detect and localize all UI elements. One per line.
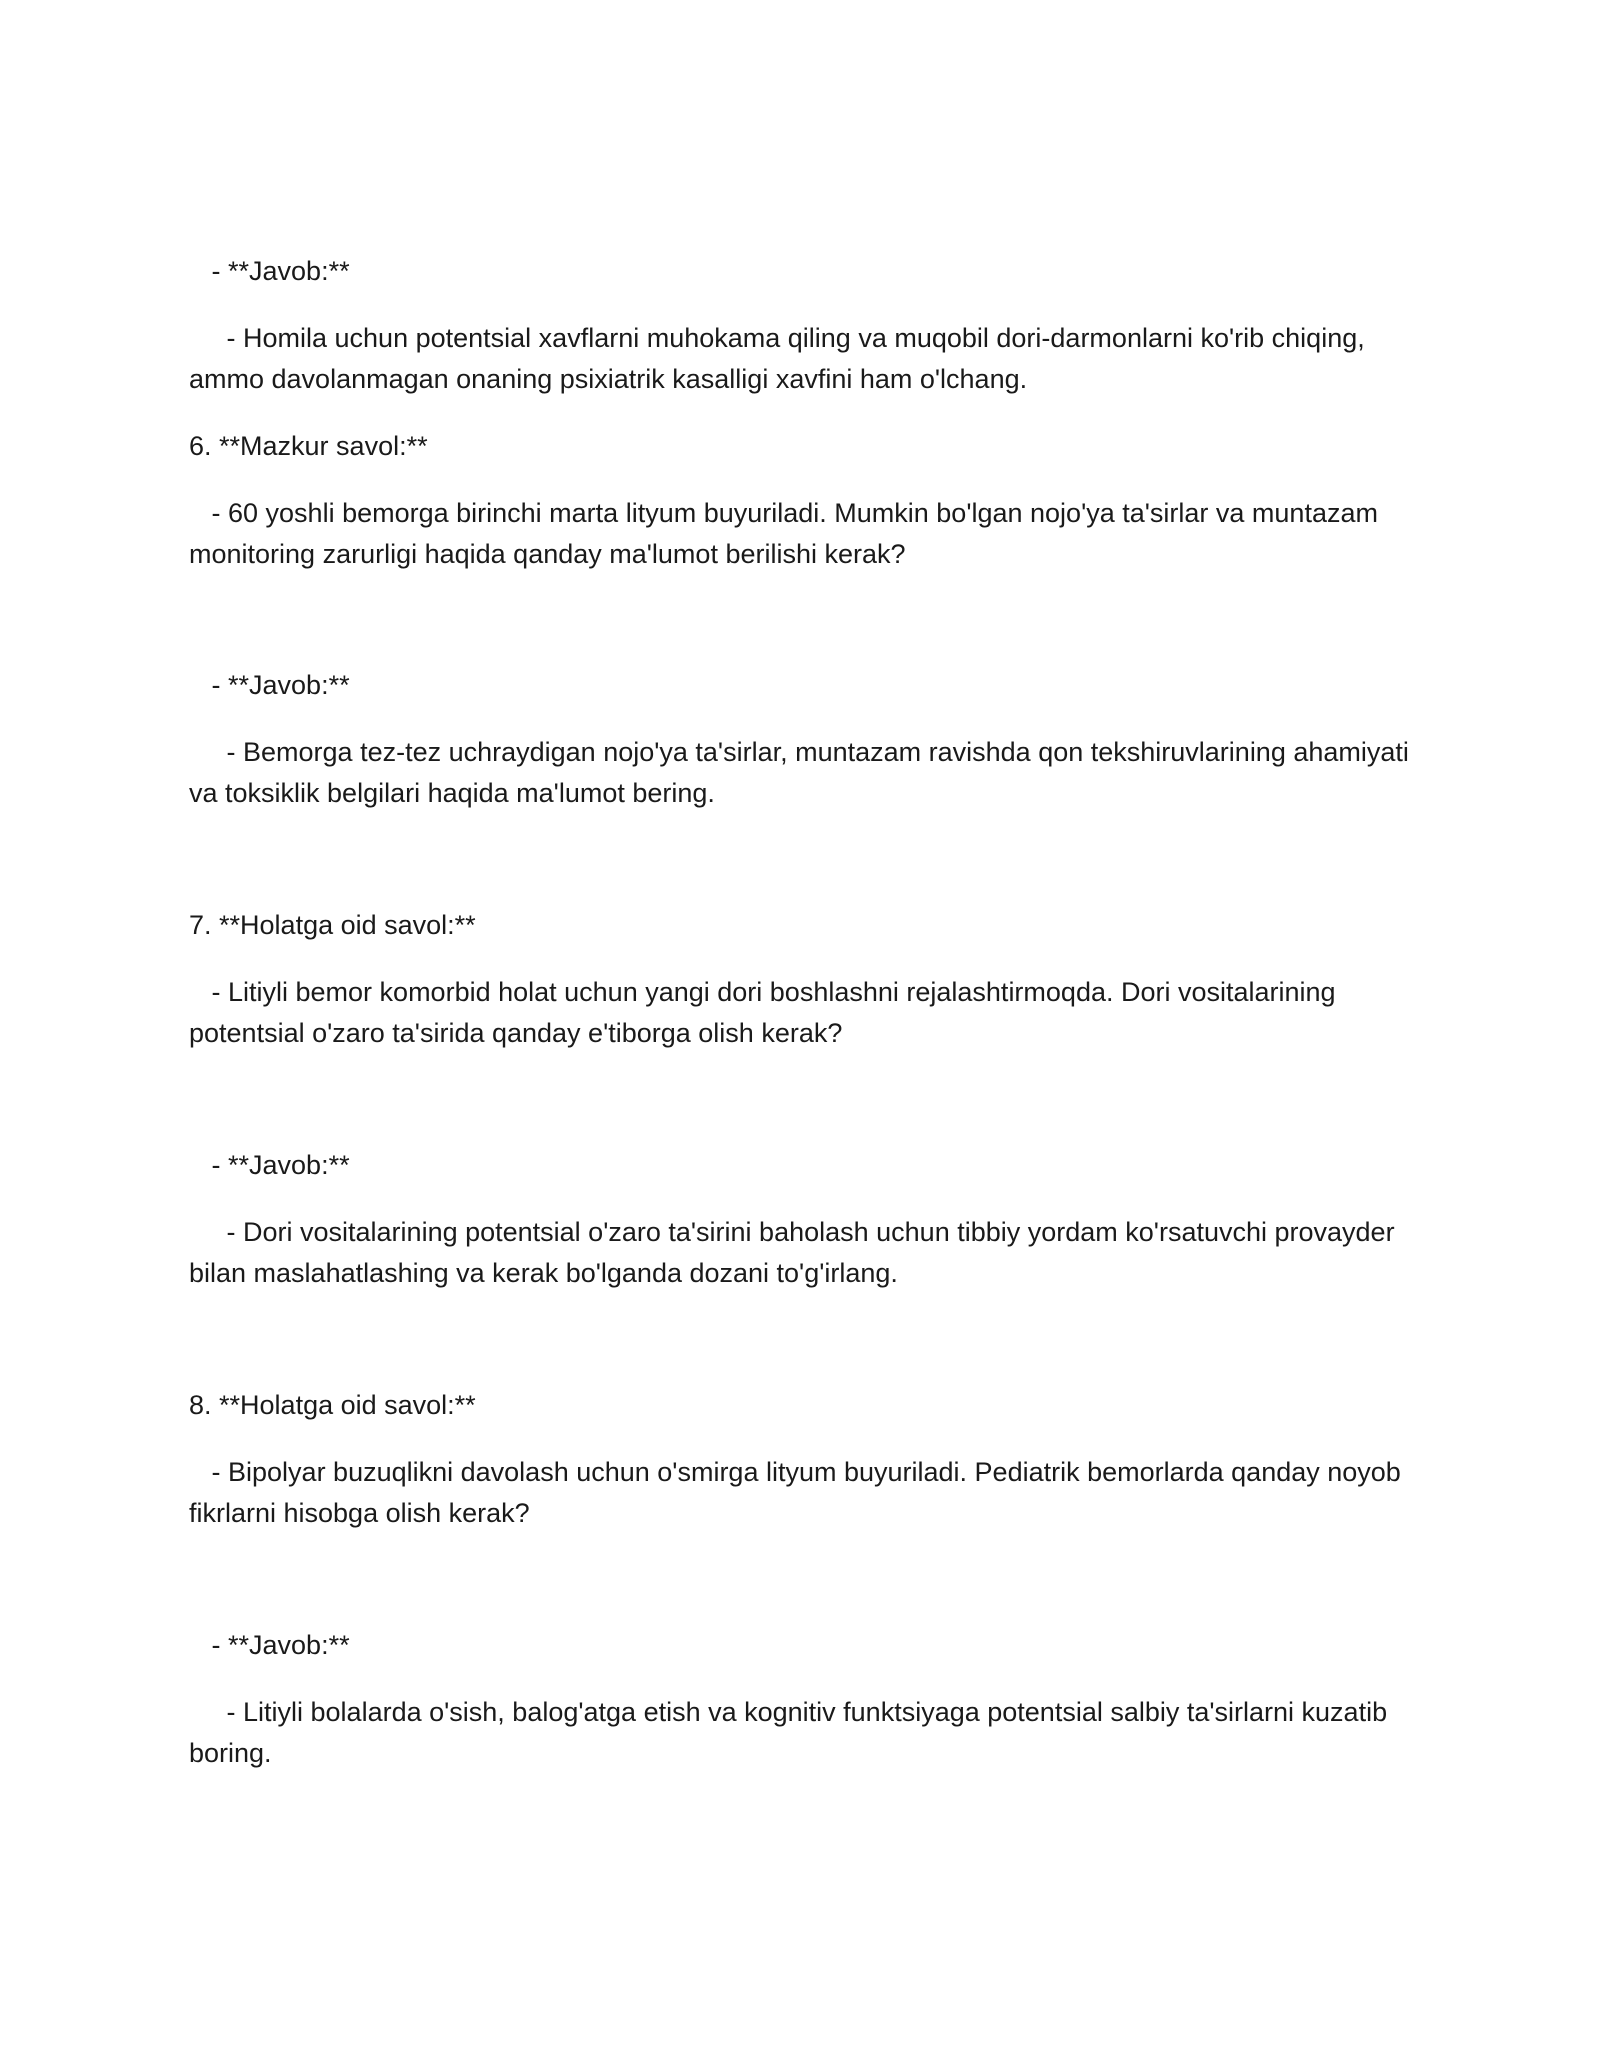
question-text: - Bipolyar buzuqlikni davolash uchun o'smirga lityum buyuriladi. Pediatrik bemorlarda qanday noyob fikrlarni hisobga olish kerak? [189,1457,1409,1528]
question-heading: 7. **Holatga oid savol:** [189,910,476,940]
answer-heading: - **Javob:** [189,670,350,700]
answer-heading: - **Javob:** [189,1150,350,1180]
answer-text: - Dori vositalarining potentsial o'zaro ta'sirini baholash uchun tibbiy yordam ko'rsatuvchi provayder bilan maslahatlashing va kerak bo'lganda dozani to'g'irlang. [189,1217,1403,1288]
answer-heading: - **Javob:** [189,256,350,286]
question-text: - 60 yoshli bemorga birinchi marta lityum buyuriladi. Mumkin bo'lgan nojo'ya ta'sirlar va muntazam monitoring zarurligi haqida qanday ma'lumot berilishi kerak? [189,498,1386,569]
answer-text: - Litiyli bolalarda o'sish, balog'atga etish va kognitiv funktsiyaga potentsial salbiy ta'sirlarni kuzatib boring. [189,1697,1395,1768]
answer-text: - Homila uchun potentsial xavflarni muhokama qiling va muqobil dori-darmonlarni ko'rib chiqing, ammo davolanmagan onaning psixiatrik kasalligi xavfini ham o'lchang. [189,323,1373,394]
answer-heading: - **Javob:** [189,1630,350,1660]
question-heading: 6. **Mazkur savol:** [189,431,428,461]
answer-text: - Bemorga tez-tez uchraydigan nojo'ya ta'sirlar, muntazam ravishda qon tekshiruvlarining ahamiyati va toksiklik belgilari haqida ma'lumot bering. [189,737,1417,808]
question-heading: 8. **Holatga oid savol:** [189,1390,476,1420]
question-text: - Litiyli bemor komorbid holat uchun yangi dori boshlashni rejalashtirmoqda. Dori vositalarining potentsial o'zaro ta'sirida qanday e'tiborga olish kerak? [189,977,1344,1048]
